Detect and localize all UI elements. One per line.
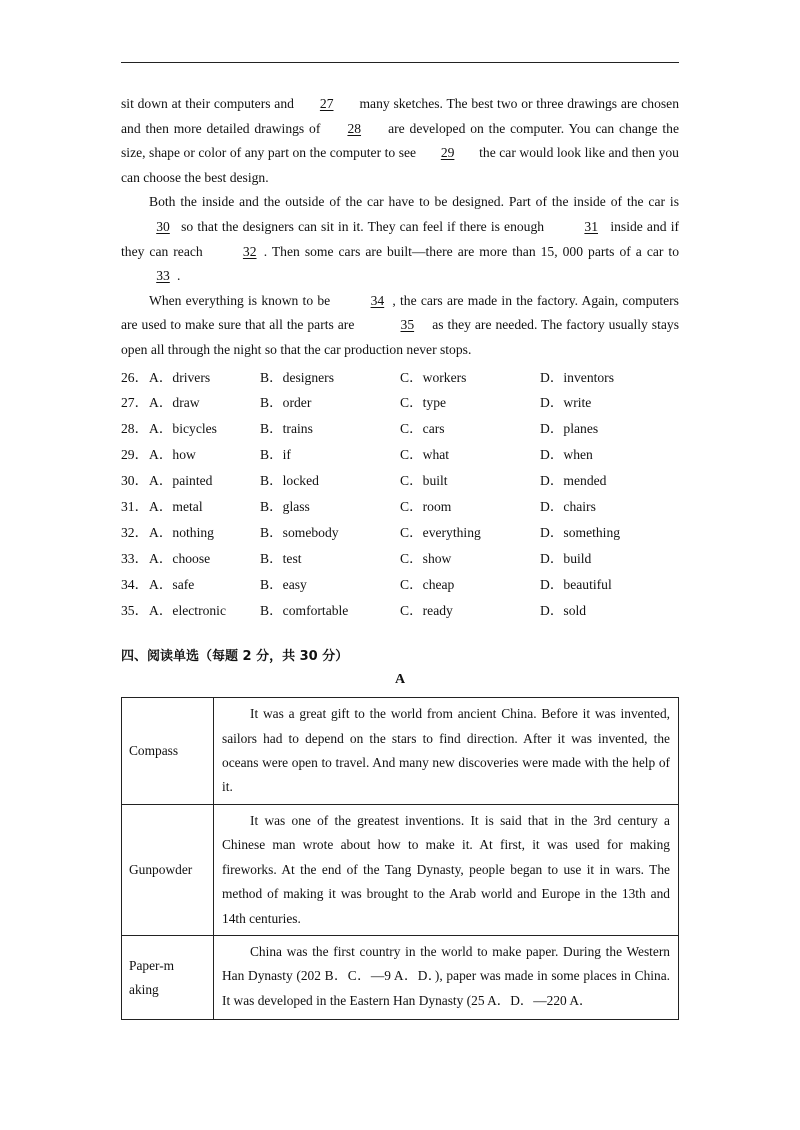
question-number: 31． [121,498,149,514]
table-row [122,805,679,936]
passage-text: . [177,268,181,284]
blank-34: 34 [370,292,385,308]
option-row-35 [121,598,679,624]
question-number: 29． [121,447,149,463]
table-description [214,936,679,1020]
option-row-29 [121,442,679,468]
blank-27: 27 [319,96,334,111]
option-row-30 [121,468,679,494]
option-a: A．choose [149,550,211,566]
term-text: Compass [129,743,179,758]
passage-text: . Then some cars are built—there are more than 15, 000 parts of a car to [263,243,679,259]
answer-options [121,365,679,624]
option-b: B．designers [260,369,335,385]
option-b: B．easy [260,576,307,592]
option-d: D．mended [540,473,607,489]
passage-text: so that the designers can sit in it. They can feel if there is enough [177,218,549,234]
option-d: D．beautiful [540,576,612,592]
option-d: D．when [540,447,593,463]
passage-label: A [394,672,406,687]
option-a: A．safe [149,576,195,592]
blank-30: 30 [156,218,170,234]
inventions-table [121,697,679,1020]
blank-33: 33 [156,268,170,284]
term-text: Gunpowder [129,862,193,878]
passage-text: many sketches. The best two or three drawings are chosen and then more detailed drawings of [121,96,679,136]
option-a: A．metal [149,498,203,514]
passage-text: , the cars are made in the factory. Again, computers are used to make sure that all the parts are [121,292,679,333]
passage-text: When everything is known to be [149,292,335,308]
option-row-32 [121,520,679,546]
passage-text: Both the inside and the outside of the car have to be designed. Part of the inside of the car is [149,194,679,210]
section-title: 四、阅读单选（每题 2 分，共 30 分） [121,649,349,664]
option-c: C．room [400,498,452,514]
question-number: 33． [121,550,149,566]
question-number: 27． [121,395,149,411]
option-row-28 [121,416,679,442]
option-c: C．built [400,473,448,489]
option-d: D．sold [540,602,587,618]
option-c: C．cheap [400,576,455,592]
option-c: C．ready [400,602,453,618]
question-number: 35． [121,602,149,618]
option-c: C．workers [400,369,467,385]
option-a: A．bicycles [149,421,217,437]
description-text: It was a great gift to the world from ancient China. Before it was invented, sailors had to depend on the stars to find direction. After it was invented, the oceans were open to travel. And many new discoveries were made with the help of it. [222,706,670,795]
option-a: A．painted [149,473,213,489]
option-b: B．somebody [260,524,339,540]
option-a: A．nothing [149,524,214,540]
blank-32: 32 [242,243,257,259]
passage-text: as they are needed. The factory usually stays open all through the night so that the car production never stops. [121,317,679,357]
option-d: D．write [540,395,592,411]
cloze-paragraph-1 [121,92,679,190]
cloze-paragraph-3 [121,289,679,363]
option-b: B．if [260,447,291,463]
option-d: D．something [540,524,621,540]
question-number: 32． [121,524,149,540]
option-a: A．how [149,447,196,463]
header-rule [121,62,679,63]
term-text: Paper-making [129,957,175,997]
question-number: 30． [121,473,149,489]
option-row-34 [121,572,679,598]
option-d: D．build [540,550,592,566]
option-b: B．test [260,550,302,566]
blank-29: 29 [440,145,455,161]
option-a: A．electronic [149,602,226,618]
option-c: C．what [400,447,450,463]
table-term [122,698,214,805]
option-c: C．type [400,395,447,411]
question-number: 28． [121,421,149,437]
option-b: B．locked [260,473,319,489]
option-b: B．trains [260,421,313,437]
table-term [122,936,214,1020]
option-d: D．chairs [540,498,596,514]
question-number: 34． [121,576,149,592]
option-row-33 [121,546,679,572]
table-row [122,698,679,805]
table-description [214,805,679,936]
option-a: A．drivers [149,369,211,385]
description-text: China was the first country in the world to make paper. During the Western Han Dynasty (202 B．C．—9 A．D．), paper was made in some places in China. It was developed in the Eastern Han Dynasty (25 A．D．—220 A． [222,944,670,1008]
table-row [122,936,679,1020]
option-d: D．planes [540,421,599,437]
option-c: C．cars [400,421,445,437]
option-b: B．glass [260,498,310,514]
table-description [214,698,679,805]
blank-28: 28 [347,120,362,136]
option-row-26 [121,365,679,391]
passage-text: are developed on the computer. You can change the size, shape or color of any part on the computer to see [121,120,679,161]
option-b: B．comfortable [260,602,349,618]
question-number: 26． [121,369,149,385]
description-text: It was one of the greatest inventions. It is said that in the 3rd century a Chinese man wrote about how to make it. At first, it was used for making fireworks. At the end of the Tang Dynasty, people began to use it in wars. The method of making it was brought to the Arab world and Europe in the 13th and 14th centuries. [222,813,670,926]
table-term [122,805,214,936]
option-row-31 [121,494,679,520]
blank-31: 31 [584,218,598,234]
option-d: D．inventors [540,369,615,385]
option-row-27 [121,390,679,416]
cloze-paragraph-2 [121,190,679,288]
option-c: C．show [400,550,452,566]
blank-35: 35 [400,317,415,333]
option-b: B．order [260,395,312,411]
cloze-passage [121,92,679,623]
passage-text: the car would look like and then you can choose the best design. [121,145,679,185]
passage-text: sit down at their computers and [121,96,298,111]
option-a: A．draw [149,395,200,411]
option-c: C．everything [400,524,481,540]
passage-text: inside and if they can reach [121,218,679,259]
